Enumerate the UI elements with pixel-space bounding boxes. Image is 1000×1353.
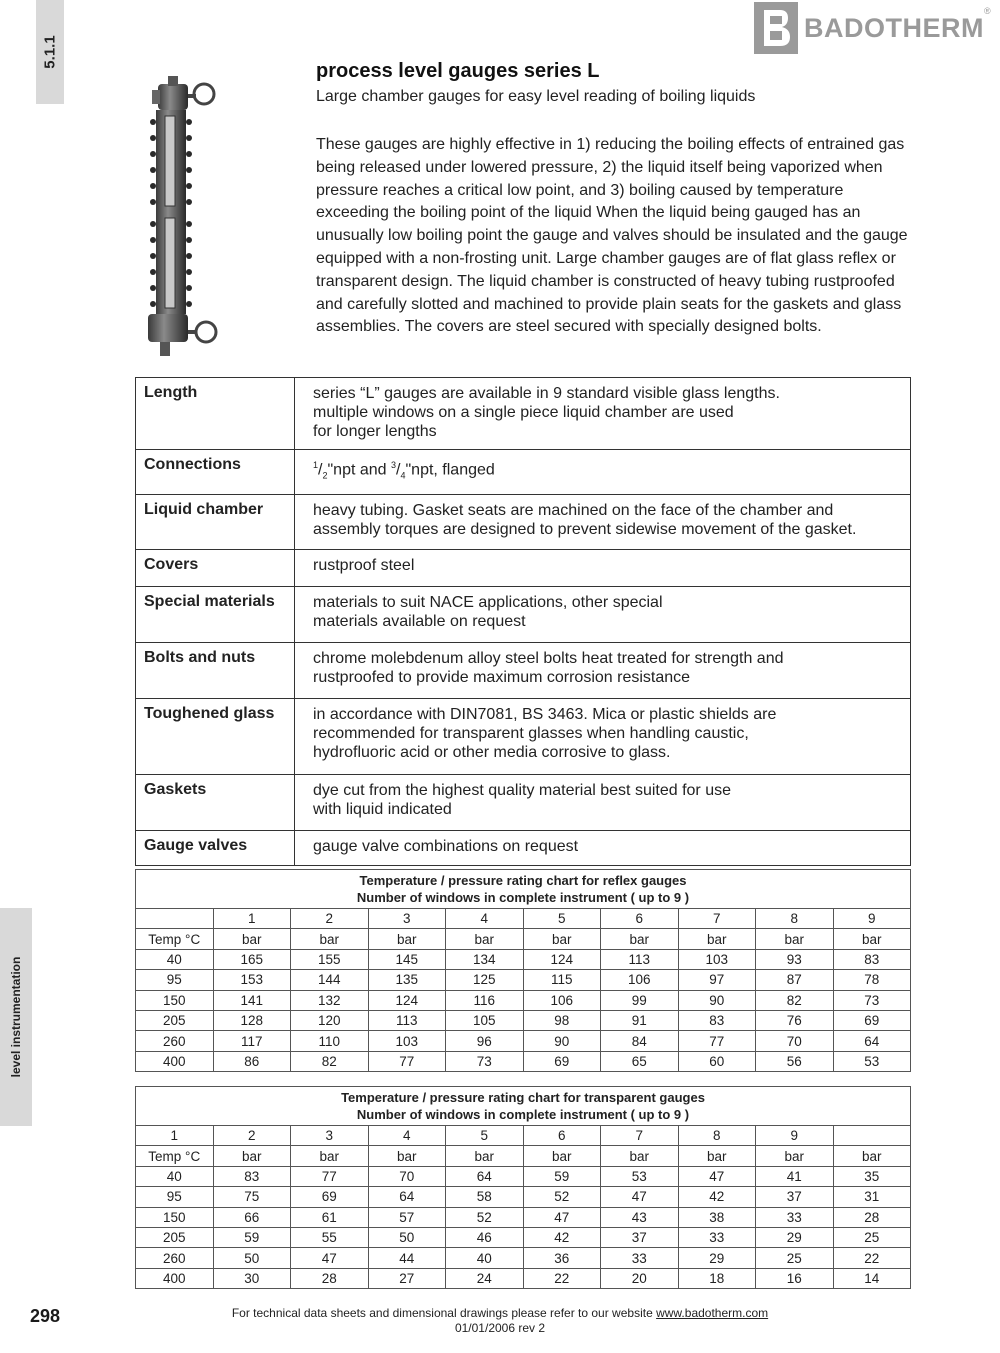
spec-row-bolts-and-nuts — [136, 642, 911, 698]
table-cell: 53 — [833, 1051, 911, 1071]
table-cell: bar — [291, 929, 369, 949]
table-cell: 40 — [446, 1248, 524, 1268]
table-cell: Temp °C — [136, 929, 214, 949]
table-cell: 1 — [136, 1126, 214, 1146]
table-cell: 25 — [833, 1227, 911, 1247]
table-cell: 205 — [136, 1010, 214, 1030]
table-cell: 30 — [213, 1268, 291, 1288]
spec-value: rustproof steel — [295, 549, 911, 586]
table-cell: 70 — [756, 1031, 834, 1051]
footer-revision: 01/01/2006 rev 2 — [454, 1321, 546, 1335]
table-row — [136, 1031, 911, 1051]
table-row — [136, 1248, 911, 1268]
table-cell: 150 — [136, 1207, 214, 1227]
table-cell: bar — [291, 1146, 369, 1166]
table-cell: 2 — [291, 909, 369, 929]
table-cell: 47 — [678, 1166, 756, 1186]
table-cell: 400 — [136, 1268, 214, 1288]
reflex-table-title: Temperature / pressure rating chart for reflex gauges — [359, 873, 687, 888]
connections-text-2: "npt, flanged — [405, 461, 495, 479]
table-cell: 144 — [291, 970, 369, 990]
spec-row-toughened-glass — [136, 698, 911, 774]
table-cell: 40 — [136, 949, 214, 969]
table-cell: 38 — [678, 1207, 756, 1227]
table-cell: 5 — [523, 909, 601, 929]
table-cell: 155 — [291, 949, 369, 969]
table-cell: Temp °C — [136, 1146, 214, 1166]
transparent-table-title: Temperature / pressure rating chart for transparent gauges — [341, 1090, 705, 1105]
table-cell: 77 — [291, 1166, 369, 1186]
table-cell: 83 — [213, 1166, 291, 1186]
footer — [0, 1306, 1000, 1336]
reflex-table-caption — [136, 870, 911, 909]
table-cell: 90 — [678, 990, 756, 1010]
reflex-table-subtitle: Number of windows in complete instrument ( up to 9 ) — [356, 890, 690, 905]
table-cell: 1 — [213, 909, 291, 929]
table-cell: 6 — [601, 909, 679, 929]
spec-row-length — [136, 378, 911, 450]
table-cell: 29 — [678, 1248, 756, 1268]
table-row — [136, 929, 911, 949]
table-cell: 260 — [136, 1031, 214, 1051]
table-cell: 9 — [756, 1126, 834, 1146]
table-cell: 96 — [446, 1031, 524, 1051]
registered-mark: ® — [984, 6, 991, 16]
table-cell: bar — [368, 1146, 446, 1166]
table-cell: 60 — [678, 1051, 756, 1071]
spec-label: Bolts and nuts — [136, 642, 295, 698]
page-title: process level gauges series L — [316, 60, 600, 82]
table-cell: 134 — [446, 949, 524, 969]
table-cell: 7 — [678, 909, 756, 929]
table-cell: 98 — [523, 1010, 601, 1030]
table-cell: 120 — [291, 1010, 369, 1030]
table-cell: 44 — [368, 1248, 446, 1268]
table-cell: bar — [523, 1146, 601, 1166]
spec-value: series “L” gauges are available in 9 standard visible glass lengths. multiple windows on a single piece liquid chamber are used for longer lengths — [295, 378, 911, 450]
table-cell: 124 — [523, 949, 601, 969]
table-cell: 28 — [833, 1207, 911, 1227]
logo-icon — [754, 2, 798, 54]
table-cell: 52 — [523, 1187, 601, 1207]
table-cell: 64 — [833, 1031, 911, 1051]
table-cell: 8 — [678, 1126, 756, 1146]
table-cell: 35 — [833, 1166, 911, 1186]
table-cell: 106 — [523, 990, 601, 1010]
table-cell: bar — [213, 929, 291, 949]
table-cell: bar — [213, 1146, 291, 1166]
table-cell: 260 — [136, 1248, 214, 1268]
fraction-numerator: 3 — [391, 460, 397, 470]
transparent-table-caption — [136, 1087, 911, 1126]
table-cell: 4 — [446, 909, 524, 929]
table-cell: bar — [368, 929, 446, 949]
table-cell: 106 — [601, 970, 679, 990]
table-cell: 43 — [601, 1207, 679, 1227]
table-row — [136, 1126, 911, 1146]
table-cell: 56 — [756, 1051, 834, 1071]
table-cell: 113 — [368, 1010, 446, 1030]
transparent-table-subtitle: Number of windows in complete instrument ( up to 9 ) — [356, 1107, 690, 1122]
table-cell: 24 — [446, 1268, 524, 1288]
table-cell: 95 — [136, 1187, 214, 1207]
table-cell: 95 — [136, 970, 214, 990]
table-cell: 86 — [213, 1051, 291, 1071]
brand-name: BADOTHERM — [804, 12, 984, 43]
table-cell: 105 — [446, 1010, 524, 1030]
spec-label: Special materials — [136, 586, 295, 642]
table-cell: 64 — [368, 1187, 446, 1207]
page-number: 298 — [30, 1306, 61, 1326]
table-cell: bar — [446, 1146, 524, 1166]
table-cell: 145 — [368, 949, 446, 969]
table-cell: 22 — [523, 1268, 601, 1288]
table-row — [136, 1207, 911, 1227]
table-cell: 31 — [833, 1187, 911, 1207]
table-cell: 37 — [756, 1187, 834, 1207]
table-cell: bar — [601, 929, 679, 949]
table-cell: bar — [756, 1146, 834, 1166]
table-row — [136, 990, 911, 1010]
table-cell: 135 — [368, 970, 446, 990]
table-row — [136, 909, 911, 929]
table-cell: 132 — [291, 990, 369, 1010]
table-cell: 14 — [833, 1268, 911, 1288]
table-cell: 22 — [833, 1248, 911, 1268]
table-cell: 28 — [291, 1268, 369, 1288]
category-tab — [0, 908, 32, 1126]
spec-value: gauge valve combinations on request — [295, 830, 911, 865]
table-cell: 33 — [601, 1248, 679, 1268]
table-cell: 77 — [678, 1031, 756, 1051]
table-cell: 205 — [136, 1227, 214, 1247]
table-cell: 42 — [678, 1187, 756, 1207]
table-cell: 150 — [136, 990, 214, 1010]
table-cell: 61 — [291, 1207, 369, 1227]
table-cell: 16 — [756, 1268, 834, 1288]
spec-row-gauge-valves — [136, 830, 911, 865]
page-subtitle: Large chamber gauges for easy level reading of boiling liquids — [316, 88, 756, 105]
table-cell: bar — [523, 929, 601, 949]
table-cell: 58 — [446, 1187, 524, 1207]
table-cell: 73 — [446, 1051, 524, 1071]
table-cell: 59 — [213, 1227, 291, 1247]
table-cell: 37 — [601, 1227, 679, 1247]
table-cell: 6 — [523, 1126, 601, 1146]
table-cell: 70 — [368, 1166, 446, 1186]
table-cell: 33 — [756, 1207, 834, 1227]
table-cell: 3 — [368, 909, 446, 929]
table-cell: 78 — [833, 970, 911, 990]
table-cell: 53 — [601, 1166, 679, 1186]
spec-value: materials to suit NACE applications, other special materials available on request — [295, 586, 911, 642]
table-row — [136, 970, 911, 990]
table-cell: 91 — [601, 1010, 679, 1030]
table-cell: 8 — [756, 909, 834, 929]
table-cell: 75 — [213, 1187, 291, 1207]
table-cell: 69 — [291, 1187, 369, 1207]
table-cell: 83 — [678, 1010, 756, 1030]
table-cell: 50 — [368, 1227, 446, 1247]
table-row — [136, 1010, 911, 1030]
table-cell: 90 — [523, 1031, 601, 1051]
table-cell: 165 — [213, 949, 291, 969]
brand-logo — [754, 2, 991, 54]
spec-value: chrome molebdenum alloy steel bolts heat treated for strength and rustproofed to provide maximum corrosion resistance — [295, 642, 911, 698]
table-cell: 73 — [833, 990, 911, 1010]
table-cell: 84 — [601, 1031, 679, 1051]
table-cell: 128 — [213, 1010, 291, 1030]
spec-row-gaskets — [136, 774, 911, 830]
table-cell: 82 — [291, 1051, 369, 1071]
table-cell: bar — [833, 929, 911, 949]
footer-text: For technical data sheets and dimensional drawings please refer to our website — [231, 1306, 657, 1320]
table-cell: 64 — [446, 1166, 524, 1186]
table-cell: 76 — [756, 1010, 834, 1030]
table-cell: bar — [678, 929, 756, 949]
table-row — [136, 1166, 911, 1186]
table-row — [136, 1051, 911, 1071]
spec-value-connections: $^1/_2"npt$ and $^3/_4"npt$, flanged — [295, 450, 911, 495]
table-row — [136, 1227, 911, 1247]
fraction-denominator: 4 — [400, 470, 406, 481]
table-cell: 69 — [523, 1051, 601, 1071]
connections-text-1: "npt and — [327, 461, 391, 479]
table-cell: 97 — [678, 970, 756, 990]
table-cell: 4 — [368, 1126, 446, 1146]
section-tab — [36, 0, 64, 104]
table-cell: 42 — [523, 1227, 601, 1247]
table-cell: 93 — [756, 949, 834, 969]
spec-row-covers — [136, 549, 911, 586]
table-row — [136, 1146, 911, 1166]
table-cell: 55 — [291, 1227, 369, 1247]
spec-row-liquid-chamber — [136, 494, 911, 549]
table-row — [136, 1268, 911, 1288]
table-cell: 65 — [601, 1051, 679, 1071]
spec-label: Gauge valves — [136, 830, 295, 865]
spec-row-connections — [136, 450, 911, 495]
table-cell: 41 — [756, 1166, 834, 1186]
spec-label: Connections — [136, 450, 295, 495]
table-cell: 117 — [213, 1031, 291, 1051]
table-cell: 57 — [368, 1207, 446, 1227]
table-cell: bar — [756, 929, 834, 949]
intro-paragraph: These gauges are highly effective in 1) reducing the boiling effects of entrained gas being released under lowered pressure, 2) the liquid itself being vaporized when pressure reaches a critical low point, and 3) boiling caused by temperature exceeding the boiling point of the liquid When the liquid being gauged has an unusually low boiling point the gauge and valves should be insulated and the gauge equipped with a non-frosting unit. Large chamber gauges are of flat glass reflex or transparent design. The liquid chamber is constructed of heavy tubing rustproofed and carefully slotted and machined to provide plain seats for the gaskets and glass assemblies. The covers are steel secured with specially designed bolts. — [316, 136, 908, 336]
table-cell: 141 — [213, 990, 291, 1010]
spec-label: Gaskets — [136, 774, 295, 830]
category-label: level instrumentation — [9, 956, 23, 1078]
table-cell: 25 — [756, 1248, 834, 1268]
table-cell: 47 — [601, 1187, 679, 1207]
table-cell: 400 — [136, 1051, 214, 1071]
table-cell: 66 — [213, 1207, 291, 1227]
spec-row-special-materials — [136, 586, 911, 642]
table-row — [136, 949, 911, 969]
website-link[interactable]: www.badotherm.com — [656, 1306, 769, 1320]
transparent-rating-table — [135, 1086, 911, 1289]
table-cell: 99 — [601, 990, 679, 1010]
table-cell: 125 — [446, 970, 524, 990]
table-cell: 20 — [601, 1268, 679, 1288]
table-cell: bar — [446, 929, 524, 949]
gauge-product-image — [138, 76, 228, 358]
table-cell: 18 — [678, 1268, 756, 1288]
table-cell: 27 — [368, 1268, 446, 1288]
table-cell: 33 — [678, 1227, 756, 1247]
spec-value: dye cut from the highest quality material best suited for use with liquid indicated — [295, 774, 911, 830]
table-cell: 47 — [523, 1207, 601, 1227]
fraction-numerator: 1 — [313, 460, 319, 470]
table-cell: 5 — [446, 1126, 524, 1146]
table-cell: 59 — [523, 1166, 601, 1186]
spec-label: Covers — [136, 549, 295, 586]
table-cell: 50 — [213, 1248, 291, 1268]
table-cell: 3 — [291, 1126, 369, 1146]
table-cell: 153 — [213, 970, 291, 990]
table-cell — [833, 1126, 911, 1146]
fraction-denominator: 2 — [322, 470, 328, 481]
table-cell: 47 — [291, 1248, 369, 1268]
table-cell: bar — [601, 1146, 679, 1166]
spec-label: Liquid chamber — [136, 494, 295, 549]
table-cell: 113 — [601, 949, 679, 969]
table-cell: 110 — [291, 1031, 369, 1051]
table-cell: 82 — [756, 990, 834, 1010]
spec-label: Toughened glass — [136, 698, 295, 774]
spec-label: Length — [136, 378, 295, 450]
table-cell: 77 — [368, 1051, 446, 1071]
table-row — [136, 1187, 911, 1207]
table-cell: 116 — [446, 990, 524, 1010]
table-cell: 29 — [756, 1227, 834, 1247]
table-cell: 103 — [678, 949, 756, 969]
table-cell: 69 — [833, 1010, 911, 1030]
table-cell: 103 — [368, 1031, 446, 1051]
table-cell: 52 — [446, 1207, 524, 1227]
table-cell: 46 — [446, 1227, 524, 1247]
table-cell: 2 — [213, 1126, 291, 1146]
table-cell: 87 — [756, 970, 834, 990]
table-cell: 7 — [601, 1126, 679, 1146]
section-number: 5.1.1 — [41, 35, 59, 69]
table-cell: bar — [678, 1146, 756, 1166]
reflex-rating-table — [135, 869, 911, 1072]
table-cell: 40 — [136, 1166, 214, 1186]
specifications-table — [135, 377, 911, 866]
spec-value: heavy tubing. Gasket seats are machined on the face of the chamber and assembly torques are designed to prevent sidewise movement of the gasket. — [295, 494, 911, 549]
table-cell: bar — [833, 1146, 911, 1166]
spec-value: in accordance with DIN7081, BS 3463. Mica or plastic shields are recommended for transparent glasses when handling caustic, hydrofluoric acid or other media corrosive to glass. — [295, 698, 911, 774]
table-cell: 36 — [523, 1248, 601, 1268]
table-cell: 124 — [368, 990, 446, 1010]
table-cell: 83 — [833, 949, 911, 969]
table-cell — [136, 909, 214, 929]
table-cell: 9 — [833, 909, 911, 929]
table-cell: 115 — [523, 970, 601, 990]
